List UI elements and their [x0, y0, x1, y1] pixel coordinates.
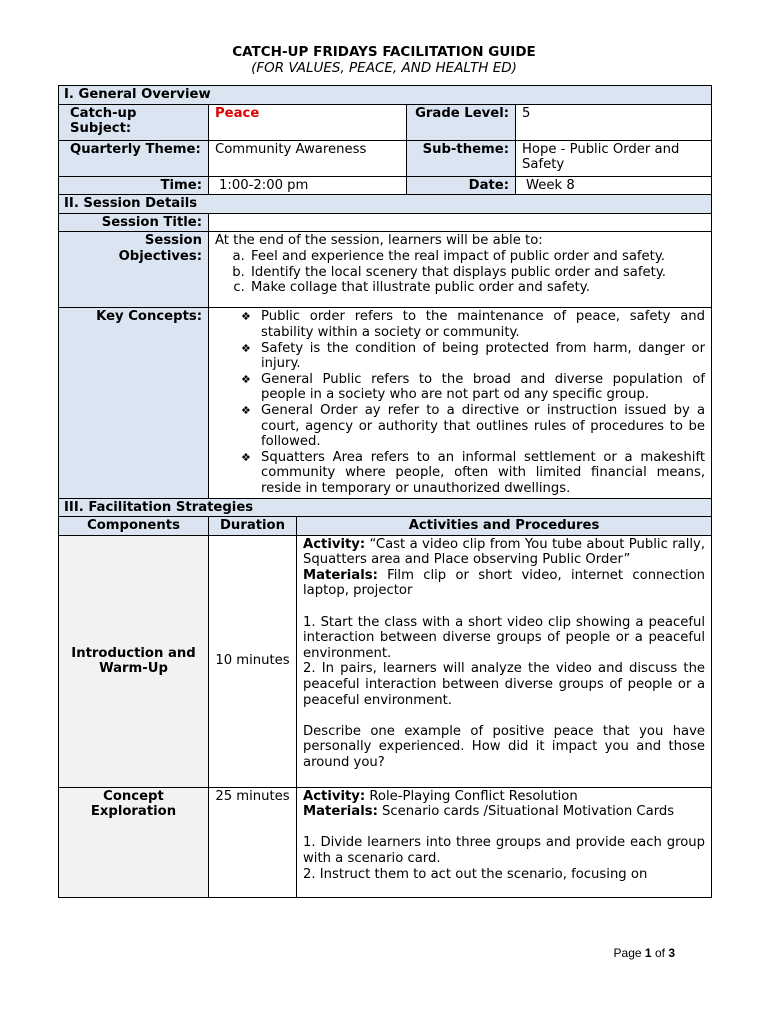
session-title-value [209, 213, 712, 232]
column-header-activities: Activities and Procedures [297, 517, 712, 536]
diamond-bullet-icon: ❖ [241, 403, 251, 417]
column-header-components: Components [59, 517, 209, 536]
facilitation-guide-table [58, 85, 712, 898]
key-concept-item: ❖ Squatters Area refers to an informal settlement or a makeshift community where people, often with limited financial means, reside in temporary or unauthorized dwellings. [241, 449, 706, 496]
diamond-bullet-icon: ❖ [241, 341, 251, 355]
document-title: CATCH-UP FRIDAYS FACILITATION GUIDE [232, 44, 536, 60]
subject-label: Catch-up Subject: [59, 104, 209, 140]
key-concept-item: ❖ General Order ay refer to a directive or instruction issued by a court, agency or authority that outlines rules of procedures to be followed. [241, 402, 706, 450]
session-title-label: Session Title: [59, 213, 209, 232]
column-header-duration: Duration [209, 517, 297, 536]
procedure-step: 1. Divide learners into three groups and provide each group with a scenario card. [303, 835, 706, 867]
section-facilitation-strategies: III. Facilitation Strategies [59, 498, 712, 517]
activity-text: Role-Playing Conflict Resolution [365, 788, 578, 804]
objective-item: a. Feel and experience the real impact of public order and safety. [249, 249, 705, 265]
grade-label: Grade Level: [407, 104, 516, 140]
activity-label: Activity: [303, 536, 366, 552]
date-value: Week 8 [516, 176, 712, 195]
reflection-question: Describe one example of positive peace that you have personally experienced. How did it impact you and those around you? [303, 723, 706, 770]
grade-value: 5 [516, 104, 712, 140]
document-subtitle: (FOR VALUES, PEACE, AND HEALTH ED) [251, 60, 517, 76]
component-introduction: Introduction and Warm-Up [59, 535, 209, 787]
objectives-list [215, 249, 705, 296]
key-concept-item: ❖ General Public refers to the broad and diverse population of people in a society who are not part od any specific group. [241, 371, 706, 403]
date-label: Date: [407, 176, 516, 195]
page-number: Page 1 of 3 [613, 946, 675, 960]
section-session-details: II. Session Details [59, 195, 712, 214]
materials-label: Materials: [303, 804, 378, 820]
subtheme-label: Sub-theme: [407, 140, 516, 176]
component-concept-exploration: Concept Exploration [59, 787, 209, 897]
materials-label: Materials: [303, 567, 378, 583]
key-concepts-list [215, 309, 705, 496]
diamond-bullet-icon: ❖ [241, 372, 251, 386]
objectives-label: Session Objectives: [59, 232, 209, 308]
duration-concept-exploration: 25 minutes [209, 787, 297, 897]
theme-value: Community Awareness [209, 140, 407, 176]
theme-label: Quarterly Theme: [59, 140, 209, 176]
subject-value: Peace [209, 104, 407, 140]
section-general-overview: I. General Overview [59, 86, 712, 105]
time-label: Time: [59, 176, 209, 195]
key-concept-item: ❖ Public order refers to the maintenance of peace, safety and stability within a society or community. [241, 309, 706, 340]
subtheme-value: Hope - Public Order and Safety [516, 140, 712, 176]
key-concepts-cell [209, 308, 712, 498]
materials-text: Film clip or short video, internet connection laptop, projector [303, 567, 706, 599]
diamond-bullet-icon: ❖ [241, 450, 251, 464]
procedure-step: 2. Instruct them to act out the scenario, focusing on [303, 866, 648, 882]
procedure-step: 1. Start the class with a short video clip showing a peaceful interaction between diverse groups of people or a peaceful environment. [303, 614, 706, 661]
time-value: 1:00-2:00 pm [209, 176, 407, 195]
activities-introduction [297, 535, 712, 787]
activity-text: “Cast a video clip from You tube about Public rally, Squatters area and Place observing Public Order” [303, 536, 706, 568]
activities-concept-exploration [297, 787, 712, 897]
objectives-intro: At the end of the session, learners will be able to: [215, 233, 543, 249]
duration-introduction: 10 minutes [209, 535, 297, 787]
procedure-step: 2. In pairs, learners will analyze the video and discuss the peaceful interaction between diverse groups of people or a peaceful environment. [303, 661, 706, 708]
diamond-bullet-icon: ❖ [241, 310, 251, 324]
key-concepts-label: Key Concepts: [59, 308, 209, 498]
materials-text: Scenario cards /Situational Motivation Cards [377, 804, 675, 820]
objective-item: b. Identify the local scenery that displays public order and safety. [249, 265, 705, 281]
objectives-cell [209, 232, 712, 308]
key-concept-item: ❖ Safety is the condition of being protected from harm, danger or injury. [241, 340, 706, 372]
objective-item: c. Make collage that illustrate public order and safety. [249, 280, 705, 296]
activity-label: Activity: [303, 788, 366, 804]
